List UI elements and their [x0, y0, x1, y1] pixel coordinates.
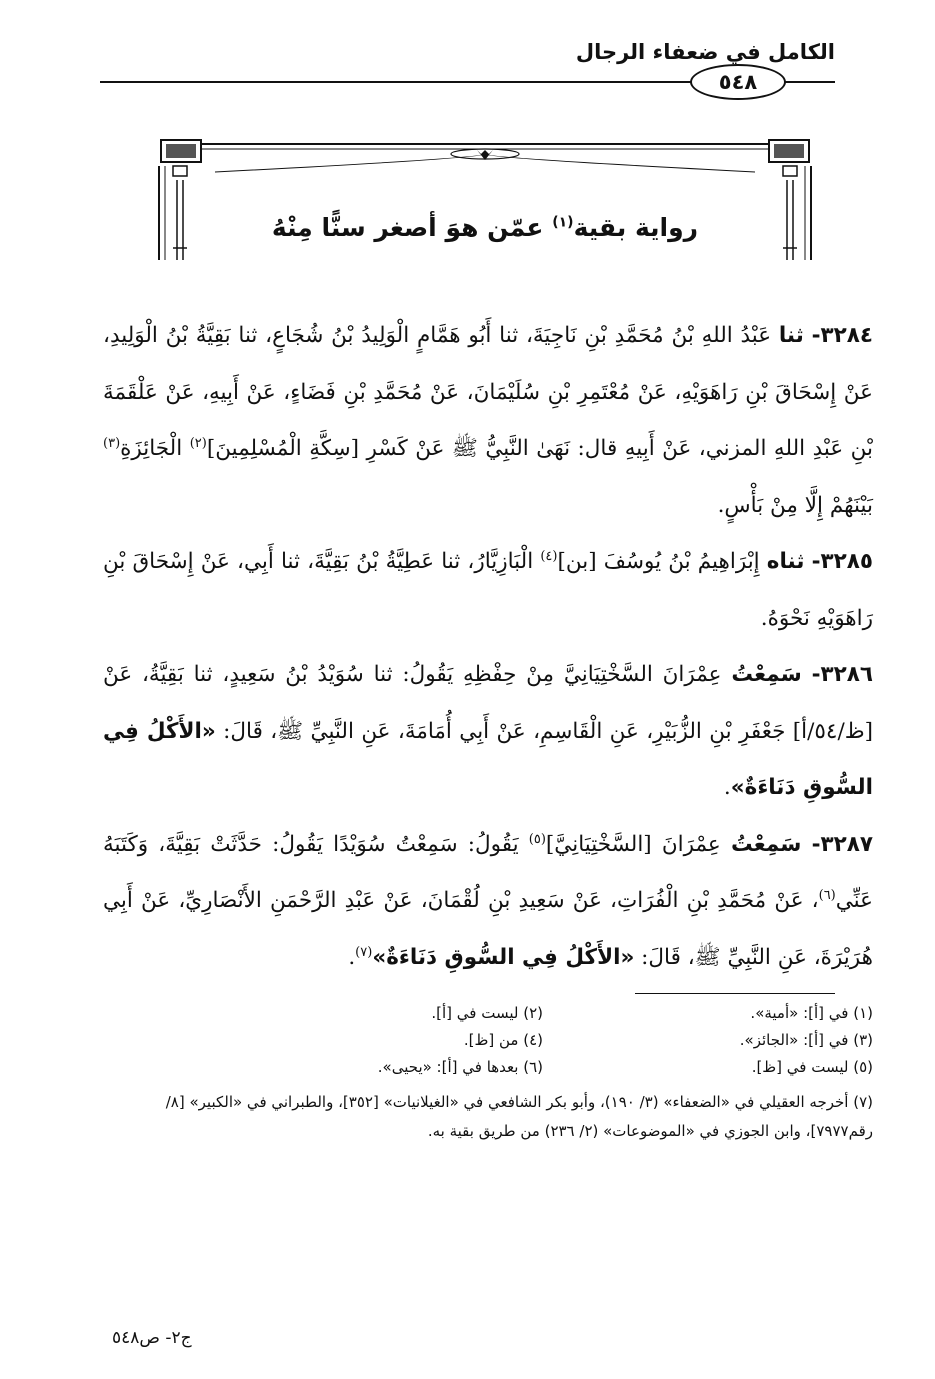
footnotes — [100, 1004, 873, 1146]
footnote-ref: (١) — [552, 214, 574, 231]
footnote-separator — [635, 993, 835, 994]
chapter-title — [155, 213, 815, 242]
footnote-2: (٢) ليست في [أ]. — [431, 1004, 543, 1022]
entry-text: إِبْرَاهِيمُ بْنُ يُوسُفَ [بن] — [557, 549, 767, 574]
footnote-7: (٧) أخرجه العقيلي في «الضعفاء» (٣/ ١٩٠)، وأبو بكر الشافعي في «الغيلانيات» [٣٥٢]، والطبراني في «الكبير» [٨/ رقم٧٩٧٧]، وابن الجوزي في «الموضوعات» (٢/ ٢٣٦) من طريق بقية به. — [165, 1093, 873, 1140]
footnote-6: (٦) بعدها في [أ]: «يحيى». — [377, 1058, 543, 1076]
entry-text: الْبَازِيَّارُ، ثنا عَطِيَّةُ بْنُ بَقِيَّةَ، ثنا أَبِي، عَنْ إِسْحَاقَ بْنِ رَاهَوَيْهِ نَحْوَهُ. — [103, 549, 873, 631]
transmission-term: ثنا — [778, 323, 804, 348]
hadith-entry — [103, 534, 873, 647]
chapter-title-rest: عمّن هوَ أصغر سنًّا مِنْهُ — [271, 213, 553, 242]
transmission-term: سَمِعْتُ — [730, 831, 802, 857]
footnote-grid — [100, 1004, 873, 1076]
hadith-entry — [103, 817, 873, 987]
chapter-heading-frame — [155, 136, 815, 260]
footnote-ref: (٦) — [818, 887, 836, 903]
entry-text: عَبْدُ اللهِ بْنُ مُحَمَّدِ بْنِ نَاجِيَةَ، ثنا أَبُو هَمَّامٍ الْوَلِيدُ بْنُ شُجَاعٍ، ثنا بَقِيَّةُ بْنُ الْوَلِيدِ، عَنْ إِسْحَاقَ بْنِ رَاهَوَيْهِ، عَنْ مُعْتَمِرِ بْنِ سُلَيْمَانَ، عَنْ مُحَمَّدِ بْنِ فَضَاءٍ، عَنْ أَبِيهِ، عَنْ عَلْقَمَةَ بْنِ عَبْدِ اللهِ المزني، عَنْ أَبِيهِ قال: نَهَىٰ النَّبِيُّ ﷺ عَنْ كَسْرِ [سِكَّةِ الْمُسْلِمِينَ] — [103, 323, 873, 461]
footnote-ref: (٣) — [103, 435, 121, 451]
entry-number: ٣٢٨٧- — [811, 831, 873, 857]
footnote-ref: (٧) — [355, 944, 373, 960]
transmission-term: ثناه — [766, 549, 805, 574]
footnote-ref: (٤) — [540, 548, 558, 564]
footnote-5: (٥) ليست في [ظ]. — [751, 1058, 873, 1076]
footnote-ref: (٥) — [528, 831, 546, 847]
entry-text: . — [348, 944, 356, 970]
entry-text: بَيْنَهُمْ إِلَّا مِنْ بَأْسٍ. — [717, 492, 873, 518]
entry-text: . — [723, 775, 731, 800]
footnote-ref: (٢) — [189, 435, 207, 451]
hadith-entry — [103, 308, 873, 534]
footnote-1: (١) في [أ]: «أمية». — [750, 1004, 873, 1022]
entry-number: ٣٢٨٦- — [811, 662, 873, 687]
chapter-title-main: رواية بقية — [573, 213, 699, 242]
folio-reference: ج٢- ص٥٤٨ — [112, 1328, 192, 1348]
entry-text: يَقُولُ: سَمِعْتُ سُوَيْدًا يَقُولُ: حَدَّثَتْ بَقِيَّةَ، وَكَتَبَهُ عَنِّي — [103, 831, 873, 913]
page-number-badge: ٥٤٨ — [690, 64, 786, 100]
entry-number: ٣٢٨٤- — [811, 323, 873, 348]
running-title: الكامل في ضعفاء الرجال — [575, 40, 835, 64]
hadith-entry — [103, 647, 873, 817]
hadith-quote: «الأَكْلُ فِي السُّوقِ دَنَاءَةٌ» — [103, 718, 873, 800]
entry-text: ، عَنْ مُحَمَّدِ بْنِ الْفُرَاتِ، عَنْ سَعِيدِ بْنِ لُقْمَانَ، عَنْ عَبْدِ الرَّحْمَنِ الأَنْصَارِيِّ، عَنْ أَبِي هُرَيْرَةَ، عَنِ النَّبِيِّ ﷺ، قَالَ: — [103, 888, 873, 970]
entry-text: عِمْرَانَ السَّخْتِيَانِيَّ مِنْ حِفْظِهِ يَقُولُ: ثنا سُوَيْدُ بْنُ سَعِيدٍ، ثنا بَقِيَّةُ، عَنْ [ظ/٥٤/أ] جَعْفَرِ بْنِ الزُّبَيْرِ، عَنِ الْقَاسِمِ، عَنْ أَبِي أُمَامَةَ، عَنِ النَّبِيِّ ﷺ، قَالَ: — [103, 662, 873, 744]
entry-text: عِمْرَانَ [السَّخْتِيَانِيَّ] — [545, 831, 731, 857]
main-text — [103, 308, 873, 986]
entry-text: الْجَائِزَةِ — [120, 436, 190, 461]
footnote-3: (٣) في [أ]: «الجائز». — [739, 1031, 873, 1049]
transmission-term: سَمِعْتُ — [731, 662, 802, 687]
entry-number: ٣٢٨٥- — [811, 549, 873, 574]
footnote-4: (٤) من [ظ]. — [463, 1031, 543, 1049]
hadith-quote: «الأَكْلُ فِي السُّوقِ دَنَاءَةٌ» — [372, 944, 635, 970]
